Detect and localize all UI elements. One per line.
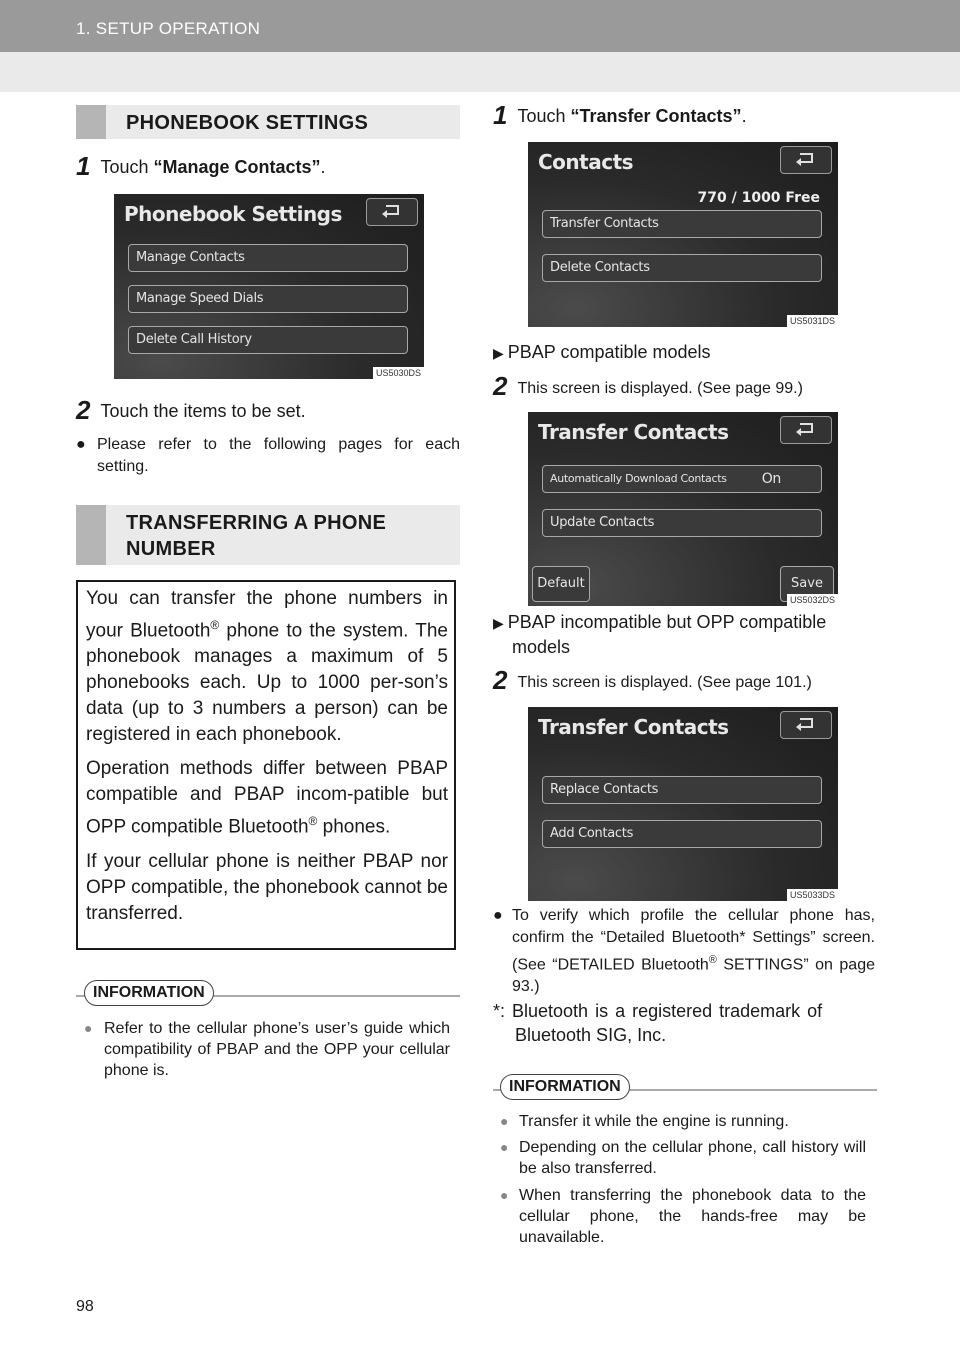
phonebook-settings-heading [76, 105, 460, 139]
information-label: INFORMATION [84, 980, 214, 1006]
contacts-screenshot [528, 142, 838, 327]
bullet-dot: ● [500, 1113, 509, 1129]
bullet-dot: ● [84, 1020, 93, 1036]
header-bar [0, 0, 960, 52]
step-target: “Manage Contacts” [153, 157, 321, 177]
update-contacts-button[interactable]: Update Contacts [542, 509, 822, 537]
phonebook-settings-screenshot [114, 194, 424, 379]
screen-title: Transfer Contacts [538, 420, 729, 444]
info-item: ● Refer to the cellular phone’s user’s guide which compatibility of PBAP and the OPP your cellular phone is. [84, 1020, 450, 1079]
info-item: ● Depending on the cellular phone, call history will be also transferred. [500, 1139, 866, 1177]
step-number: 2 [76, 395, 91, 425]
step-number: 1 [76, 151, 91, 181]
step-text: Touch [100, 157, 154, 177]
pbap-step-2 [493, 371, 803, 401]
transferring-heading [76, 505, 460, 565]
heading-tab [76, 105, 106, 139]
pbap-compatible-label: ▶ PBAP compatible models [493, 342, 711, 362]
information-label: INFORMATION [500, 1074, 630, 1100]
heading-line-2: NUMBER [126, 538, 216, 560]
heading-line-1: TRANSFERRING A PHONE [126, 512, 387, 534]
step-target: “Transfer Contacts” [570, 106, 742, 126]
image-code: US5030DS [373, 367, 424, 379]
step-number: 2 [493, 665, 508, 695]
transfer-contacts-button[interactable]: Transfer Contacts [542, 210, 822, 238]
trademark-footnote: *: Bluetooth is a registered trademark of Bluetooth SIG, Inc. [493, 1001, 823, 1045]
auto-download-contacts-button[interactable]: Automatically Download Contacts On [542, 465, 822, 493]
image-code: US5032DS [787, 594, 838, 606]
screen-title: Transfer Contacts [538, 715, 729, 739]
info-item: ● When transferring the phonebook data to the cellular phone, the hands-free may be unavailable. [500, 1187, 866, 1246]
step-period: . [741, 106, 747, 126]
step-text: This screen is displayed. (See page 101.) [517, 674, 812, 691]
step-text: This screen is displayed. (See page 99.) [517, 380, 803, 397]
save-button[interactable]: Save [780, 566, 834, 602]
image-code: US5031DS [787, 315, 838, 327]
add-contacts-button[interactable]: Add Contacts [542, 820, 822, 848]
transfer-contacts-opp-screenshot [528, 707, 838, 901]
delete-call-history-button[interactable]: Delete Call History [128, 326, 408, 354]
page-number: 98 [76, 1298, 94, 1315]
opp-step-2 [493, 665, 812, 695]
box-paragraph-3: If your cellular phone is neither PBAP nor OPP compatible, the phonebook cannot be transferred. [86, 850, 448, 924]
back-icon[interactable] [780, 711, 832, 739]
step-text: Touch [517, 106, 571, 126]
bullet-dot: ● [493, 907, 503, 924]
back-icon[interactable] [780, 416, 832, 444]
delete-contacts-button[interactable]: Delete Contacts [542, 254, 822, 282]
opp-compatible-label: ▶ PBAP incompatible but OPP compatible models [493, 612, 827, 657]
refer-pages-bullet [76, 434, 460, 478]
box-paragraph-2: Operation methods differ between PBAP compatible and PBAP incom-patible but OPP compatible Bluetooth® phones. [86, 758, 448, 838]
step-number: 2 [493, 371, 508, 401]
manage-contacts-button[interactable]: Manage Contacts [128, 244, 408, 272]
arrow-right-icon: ▶ [493, 345, 504, 361]
header-subbar [0, 52, 960, 92]
back-icon[interactable] [780, 146, 832, 174]
verify-profile-bullet: ● To verify which profile the cellular phone has, confirm the “Detailed Bluetooth* Settings” screen. (See “DETAILED Bluetooth® SETTINGS” on page 93.) [493, 907, 876, 996]
box-paragraph-1: You can transfer the phone numbers in your Bluetooth® phone to the system. The phonebook manages a maximum of 5 phonebooks each. Up to 1000 per-son’s data (up to 3 numbers a person) can be registered in each phonebook. [86, 588, 448, 746]
bullet-dot: ● [76, 436, 86, 453]
info-item: ● Transfer it while the engine is running. [500, 1113, 789, 1130]
section-title: 1. SETUP OPERATION [76, 19, 261, 38]
bullet-dot: ● [500, 1187, 509, 1203]
free-count: 770 / 1000 Free [697, 190, 820, 206]
heading-text: PHONEBOOK SETTINGS [126, 112, 369, 134]
transfer-contacts-pbap-screenshot [528, 412, 838, 606]
default-button[interactable]: Default [532, 566, 590, 602]
bullet-text: Please refer to the following pages for each setting. [97, 436, 460, 475]
step-1-manage-contacts [76, 151, 326, 181]
image-code: US5033DS [787, 889, 838, 901]
step-number: 1 [493, 100, 508, 130]
step-1-transfer-contacts [493, 100, 747, 130]
step-period: . [320, 157, 326, 177]
screen-title: Phonebook Settings [124, 202, 342, 226]
bullet-dot: ● [500, 1139, 509, 1155]
manage-speed-dials-button[interactable]: Manage Speed Dials [128, 285, 408, 313]
back-icon[interactable] [366, 198, 418, 226]
screen-title: Contacts [538, 150, 634, 174]
replace-contacts-button[interactable]: Replace Contacts [542, 776, 822, 804]
heading-tab [76, 505, 106, 565]
step-2-touch-items [76, 395, 306, 425]
step-text: Touch the items to be set. [100, 401, 306, 421]
transfer-info-box [76, 580, 456, 950]
arrow-right-icon: ▶ [493, 615, 504, 631]
toggle-value: On [761, 471, 781, 487]
